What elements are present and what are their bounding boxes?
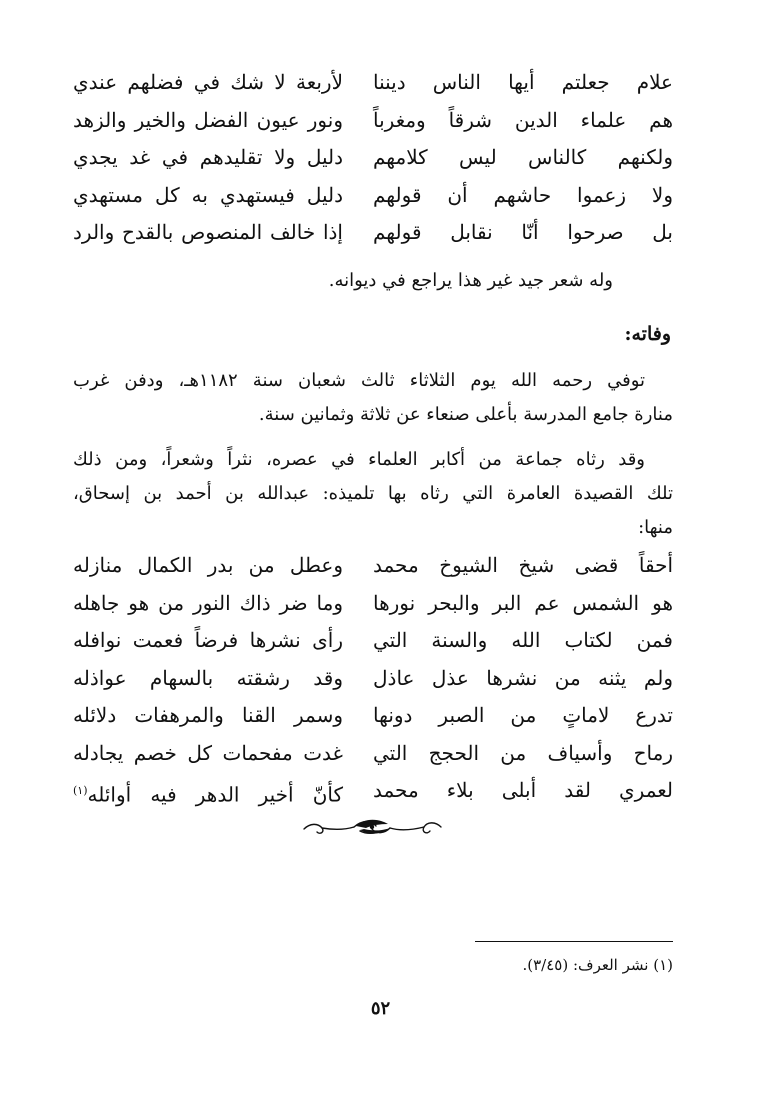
verse-row [73,102,673,140]
verse-first-hemistich: ولكنهم كالناس ليس كلامهم [373,145,673,169]
verse-first-hemistich: ولم يثنه من نشرها عذل عاذل [373,665,673,690]
verse-row [73,139,673,177]
paragraph-death [73,364,673,432]
ornament-divider-icon [300,812,445,844]
verse-second-hemistich: ونور عيون الفضل والخير والزهد [73,107,343,132]
verse-row [73,772,673,810]
verse-row [73,547,673,585]
verse-first-hemistich: علام جعلتم أيها الناس ديننا [373,70,673,94]
paragraph-line: منها: [638,517,673,538]
verse-first-hemistich: رماح وأسياف من الحجج التي [373,740,673,765]
verse-second-hemistich: وما ضر ذاك النور من هو جاهله [73,590,343,615]
poem-first [73,64,673,252]
verse-second-hemistich: رأى نشرها فرضاً فعمت نوافله [73,628,343,652]
paragraph-line: وقد رثاه جماعة من أكابر العلماء في عصره، نثراً وشعراً، ومن ذلك [73,449,645,470]
verse-second-hemistich: وعطل من بدر الكمال منازله [73,553,343,577]
section-heading: وفاته: [624,323,671,345]
footnote-marker: (١) [653,956,673,974]
verse-second-hemistich: إذا خالف المنصوص بالقدح والرد [73,220,343,244]
verse-row [73,735,673,773]
footnote-separator [475,941,673,942]
verse-second-hemistich: دليل فيستهدي به كل مستهدي [73,182,343,207]
page-number: ٥٢ [370,998,391,1019]
verse-first-hemistich: هم علماء الدين شرقاً ومغرباً [373,107,673,132]
verse-first-hemistich: ولا زعموا حاشهم أن قولهم [373,182,673,207]
verse-first-hemistich: تدرع لاماتٍ من الصبر دونها [373,703,673,727]
paragraph-elegy [73,443,673,545]
verse-first-hemistich: لعمري لقد أبلى بلاء محمد [373,778,673,802]
verse-row [73,177,673,215]
paragraph-line: منارة جامع المدرسة بأعلى صنعاء عن ثلاثة وثمانين سنة. [258,404,673,425]
footnote-text: نشر العرف: (٣/٤٥). [522,956,649,974]
verse-second-hemistich: دليل ولا تقليدهم في غد يجدي [73,145,343,169]
verse-first-hemistich: هو الشمس عم البر والبحر نورها [373,590,673,615]
verse-second-hemistich: لأربعة لا شك في فضلهم عندي [73,70,343,94]
verse-row [73,214,673,252]
verse-first-hemistich: أحقاً قضى شيخ الشيوخ محمد [373,553,673,577]
verse-row [73,64,673,102]
verse-row [73,660,673,698]
verse-second-hemistich: غدت مفحمات كل خصم يجادله [73,740,343,765]
paragraph-line: تلك القصيدة العامرة التي رثاه بها تلميذه: عبدالله بن أحمد بن إسحاق، [73,483,673,504]
hemistich-text: كأنّ أخير الدهر فيه أوائله [87,782,343,807]
verse-row [73,697,673,735]
verse-row [73,622,673,660]
verse-first-hemistich: بل صرحوا أنّا نقابل قولهم [373,220,673,244]
paragraph-line: توفي رحمه الله يوم الثلاثاء ثالث شعبان سنة ١١٨٢هـ، ودفن غرب [73,370,646,391]
footnote-reference[interactable]: (١) [73,784,88,797]
paragraph-line: وله شعر جيد غير هذا يراجع في ديوانه. [328,270,613,291]
verse-second-hemistich: وسمر القنا والمرهفات دلائله [73,703,343,727]
verse-second-hemistich [73,772,343,814]
verse-first-hemistich: فمن لكتاب الله والسنة التي [373,628,673,652]
footnote [523,953,674,977]
poem-elegy [73,547,673,810]
verse-second-hemistich: وقد رشقته بالسهام عواذله [73,665,343,690]
poetry-note [73,264,673,298]
verse-row [73,585,673,623]
